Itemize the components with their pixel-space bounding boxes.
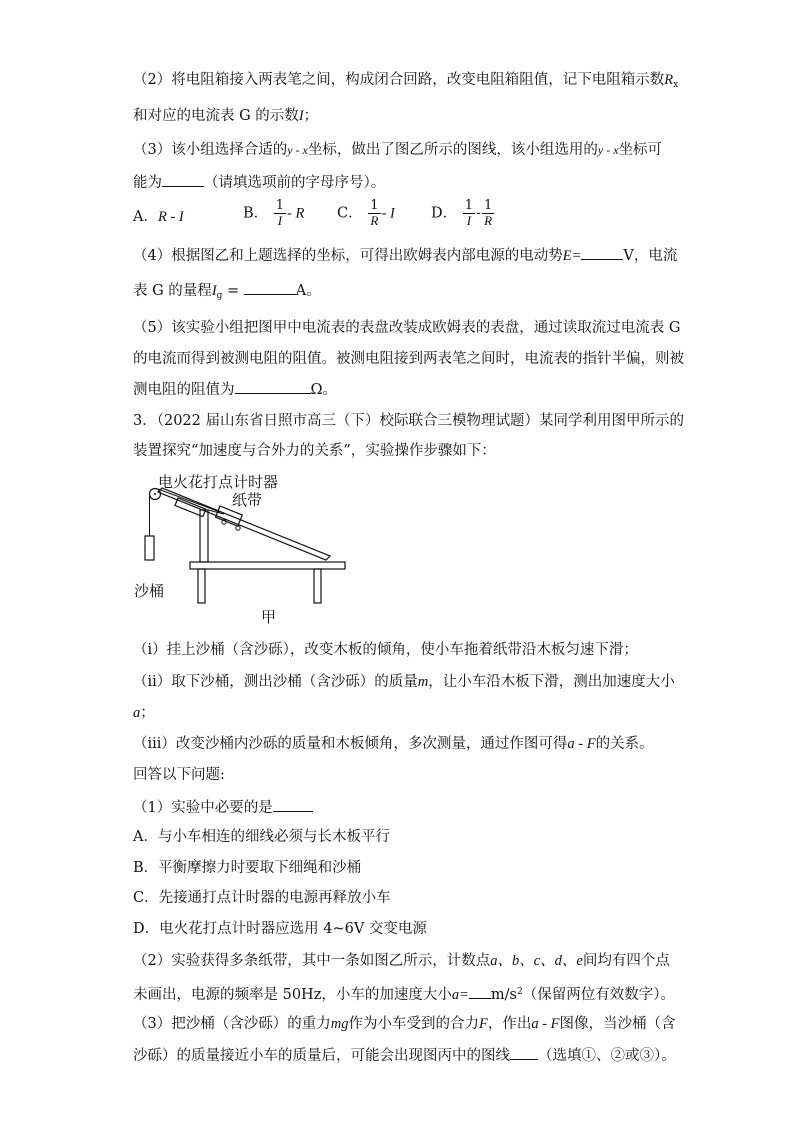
q2-step5-unit: Ω。	[310, 382, 338, 398]
q3-part3-line2	[133, 1045, 676, 1066]
q3-part2-line2	[133, 982, 675, 1005]
q2-step5-text-2: 的电流而得到被测电阻的阻值。被测电阻接到两表笔之间时，电流表的指针半偏，则被	[133, 351, 684, 367]
answer-intro-text: 回答以下问题:	[133, 767, 225, 783]
car-body	[216, 506, 243, 526]
var-Ig: I	[211, 283, 217, 299]
q3-part1	[133, 797, 313, 818]
option-a-label: A．	[133, 209, 158, 225]
equals: =	[222, 283, 244, 299]
option-a-text: A．与小车相连的细线必须与长木板平行	[133, 829, 390, 845]
expr-aF: a - F	[567, 736, 596, 752]
q2-step3-line1	[133, 140, 662, 160]
option-c	[337, 199, 395, 228]
q3-part2-text-4: （保留两位有效数字）。	[522, 987, 675, 1003]
numerator: 1	[464, 198, 474, 213]
q3-part1-option-b	[133, 858, 361, 878]
q2-step3-text: （3）该小组选择合适的	[133, 142, 288, 158]
var-mg: mg	[330, 1016, 349, 1032]
var-m: m	[417, 674, 429, 690]
unit-sup: 2	[516, 987, 523, 997]
q2-step4-line1	[133, 245, 677, 266]
q3-part3-line1	[133, 1014, 676, 1034]
q3-step3-text: （iii）改变沙桶内沙砾的质量和木板倾角，多次测量，通过作图可得	[133, 736, 568, 752]
answer-intro	[133, 765, 225, 785]
fraction-2	[482, 199, 494, 228]
q3-part3-text-2: 作为小车受到的合力	[348, 1016, 479, 1032]
fraction	[463, 199, 475, 228]
q3-part3-text-3: ，作出	[487, 1016, 532, 1032]
option-d	[431, 199, 495, 228]
q2-step5-text: （5）该实验小组把图甲中电流表的表盘改装成欧姆表的表盘，通过读取流过电流表 G	[133, 320, 681, 336]
var-R-sub: x	[673, 80, 679, 90]
var-E: E=	[562, 248, 582, 264]
string	[158, 489, 220, 512]
q3-part2-line1	[133, 951, 670, 971]
q2-step4-text-2: V，电流	[623, 248, 678, 264]
q3-part3-text: （3）把沙桶（含沙砾）的重力	[133, 1016, 331, 1032]
option-a	[133, 207, 184, 227]
var-a: a	[133, 705, 141, 721]
denominator: R	[370, 213, 379, 228]
q3-part3-text-6: （选填①、②或③）。	[538, 1048, 676, 1064]
q3-step3	[133, 734, 654, 754]
option-c-text: C．先接通打点计时器的电源再释放小车	[133, 890, 391, 906]
q3-title-line1	[133, 411, 684, 431]
numerator: 1	[483, 198, 493, 213]
label-tape: 纸带	[232, 491, 263, 509]
q3-part1-option-d	[133, 919, 427, 939]
option-c-label: C．	[337, 205, 363, 222]
q3-part1-text: （1）实验中必要的是	[133, 800, 273, 816]
label-bucket: 沙桶	[134, 582, 165, 600]
var-F: F	[478, 1016, 488, 1032]
q3-title-2: 装置探究“加速度与合外力的关系”，实验操作步骤如下：	[133, 443, 496, 459]
board-support	[200, 510, 208, 562]
q2-step3-text-5: （请填选项前的字母序号）。	[204, 175, 386, 191]
option-b-label: B．	[243, 205, 269, 222]
answer-blank-p3[interactable]	[510, 1045, 538, 1060]
q2-step2-text-2: 和对应的电流表 G 的示数	[133, 108, 299, 124]
q2-step3-text-4: 能为	[133, 175, 162, 191]
answer-blank-Ig[interactable]	[244, 280, 296, 295]
q3-step2-line1	[133, 672, 675, 692]
var-I: I	[298, 108, 304, 124]
answer-blank-R[interactable]	[235, 379, 311, 394]
coord-yx: y - x	[287, 143, 308, 157]
fraction	[368, 199, 380, 228]
punct: ；	[303, 108, 319, 124]
q3-step2-line2	[133, 703, 155, 723]
q3-part1-option-a	[133, 827, 390, 847]
count-points: a、b、c、d、e	[490, 953, 583, 969]
q3-step2-text-2: ，让小车沿木板下滑，测出加速度大小	[428, 674, 675, 690]
label-timer: 电火花打点计时器	[158, 473, 279, 491]
q2-step4-text-4: A。	[295, 283, 321, 299]
q3-part2-text: （2）实验获得多条纸带，其中一条如图乙所示，计数点	[133, 953, 491, 969]
table-top	[190, 562, 345, 569]
apparatus-figure	[134, 470, 354, 630]
answer-blank-a[interactable]	[469, 984, 491, 999]
q3-part2-text-2: 间均有四个点	[582, 953, 670, 969]
q2-step3-text-2: 坐标，做出了图乙所示的图线，该小组选用的	[307, 142, 598, 158]
denominator: R	[484, 213, 493, 228]
option-a-expr: R - I	[157, 209, 184, 225]
expr-aF-2: a - F	[531, 1016, 560, 1032]
q3-part3-text-5: 沙砾）的质量接近小车的质量后，可能会出现图丙中的图线	[133, 1048, 510, 1064]
q3-step3-text-2: 的关系。	[595, 736, 654, 752]
punct: ；	[140, 705, 155, 721]
denominator: I	[277, 213, 283, 228]
q2-step2-text: （2）将电阻箱接入两表笔之间，构成闭合回路，改变电阻箱阻值，记下电阻箱示数	[133, 72, 665, 88]
minus: -	[476, 205, 481, 222]
table-leg-left	[198, 569, 205, 603]
unit: m/s	[490, 987, 517, 1003]
var-R: R	[664, 72, 674, 88]
q2-step4-line2	[133, 280, 321, 306]
q3-step2-text: （ii）取下沙桶，测出沙桶（含沙砾）的质量	[133, 674, 418, 690]
option-d-text: D．电火花打点计时器应选用 4~6V 交变电源	[133, 921, 427, 937]
q3-step1	[133, 640, 638, 660]
q2-step2-line1	[133, 70, 678, 95]
q2-step2-line2	[133, 106, 318, 126]
q3-step1-text: （i）挂上沙桶（含沙砾），改变木板的倾角，使小车拖着纸带沿木板匀速下滑；	[133, 642, 638, 658]
q2-step3-text-3: 坐标可	[618, 142, 663, 158]
q3-part2-text-3: 未画出，电源的频率是 50Hz，小车的加速度大小	[133, 987, 452, 1003]
table-leg-right	[314, 569, 321, 603]
q3-title: 3．（2022 届山东省日照市高三（下）校际联合三模物理试题）某同学利用图甲所示的	[133, 413, 684, 429]
denominator: I	[466, 213, 472, 228]
q2-step5-line1	[133, 318, 680, 338]
option-b-text: B．平衡摩擦力时要取下细绳和沙桶	[133, 860, 362, 876]
q2-step5-text-3: 测电阻的阻值为	[133, 382, 235, 398]
q2-step3-line2	[133, 172, 385, 193]
answer-blank-E[interactable]	[581, 245, 623, 260]
sand-bucket	[145, 536, 154, 560]
figure-caption: 甲	[261, 608, 277, 626]
q3-part3-text-4: 图像，当沙桶（含	[559, 1016, 676, 1032]
q2-step5-line3	[133, 379, 337, 400]
q2-step5-line2	[133, 349, 684, 369]
var-a-eq: a=	[451, 987, 469, 1003]
pulley-axle	[154, 493, 156, 495]
q2-step4-text: （4）根据图乙和上题选择的坐标，可得出欧姆表内部电源的电动势	[133, 248, 563, 264]
option-b-tail: - R	[287, 205, 305, 222]
answer-blank[interactable]	[162, 172, 204, 187]
numerator: 1	[370, 198, 379, 213]
option-d-label: D．	[431, 205, 458, 222]
coord-yx-2: y - x	[597, 143, 619, 157]
fraction	[274, 199, 286, 228]
q3-title-line2	[133, 441, 496, 461]
numerator: 1	[275, 198, 285, 213]
q3-part1-option-c	[133, 888, 391, 908]
option-b	[243, 199, 304, 228]
option-c-tail: - I	[381, 205, 395, 222]
q2-step4-text-3: 表 G 的量程	[133, 283, 212, 299]
answer-blank-p1[interactable]	[273, 797, 313, 812]
var-Ig-sub: g	[216, 291, 223, 301]
